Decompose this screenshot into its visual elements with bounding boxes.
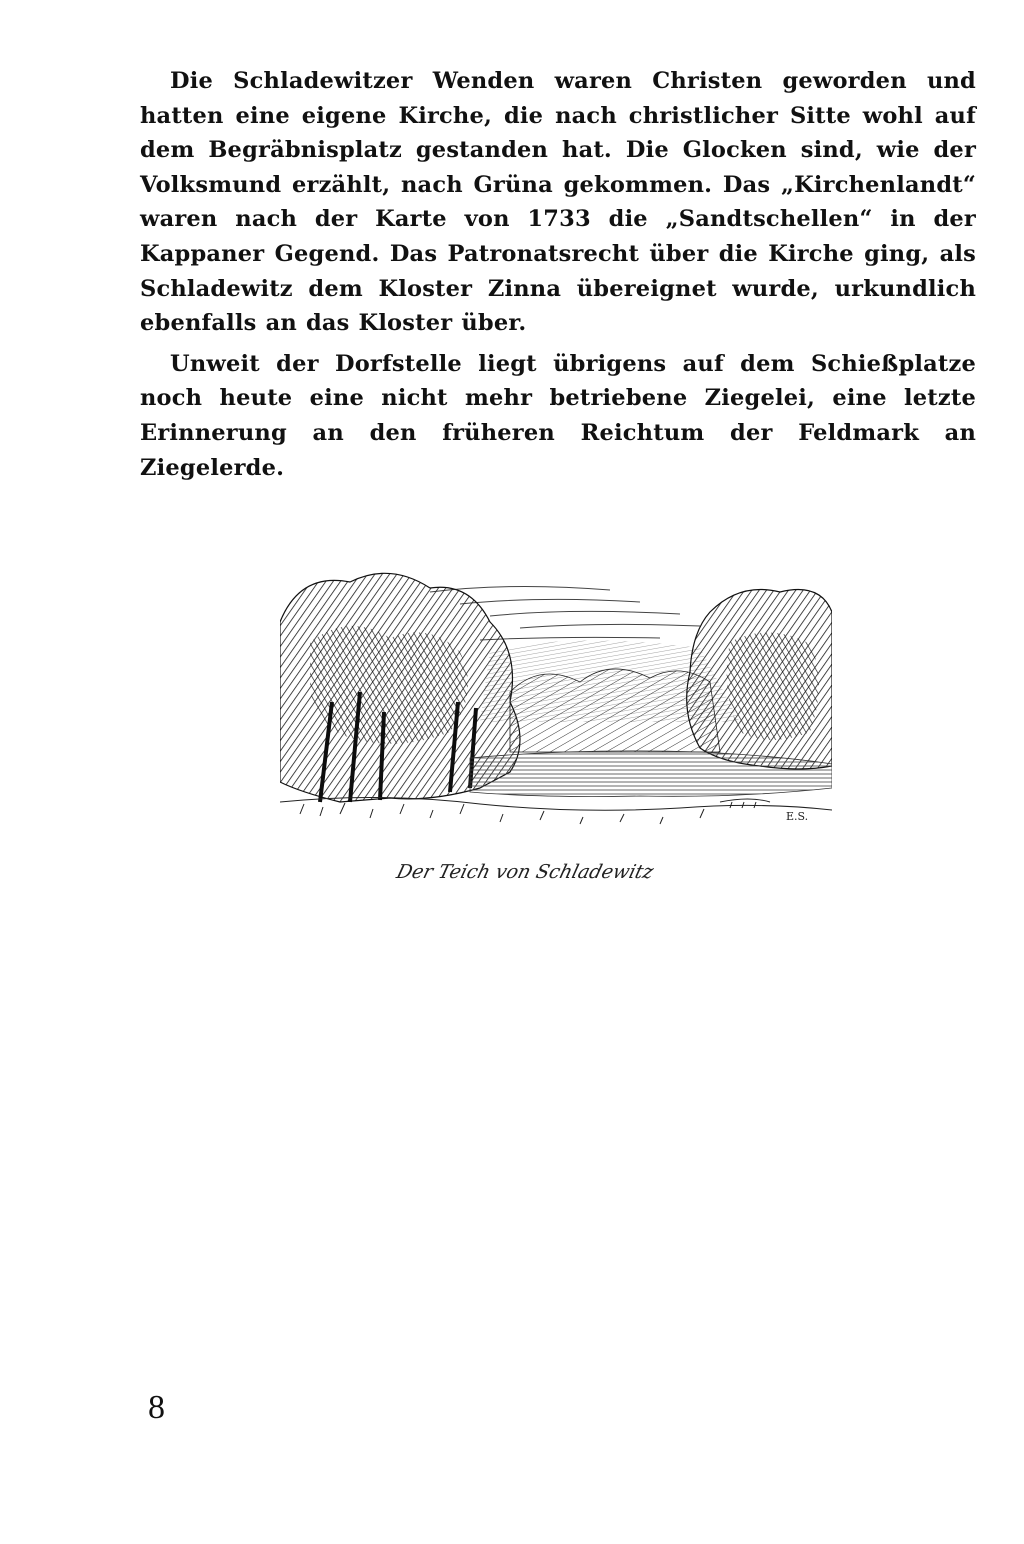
- illustration-caption: [394, 852, 714, 892]
- pond-water: [470, 751, 832, 797]
- paragraph-brickworks: Unweit der Dorfstelle liegt übrigens auf dem Schießplatze noch heute eine nicht mehr betriebene Ziegelei, eine letzte Erinnerung an den früheren Reichtum der Feldmark an Ziegelerde.: [140, 350, 976, 481]
- paragraph-church: Die Schladewitzer Wenden waren Christen geworden und hatten eine eigene Kirche, die nach christlicher Sitte wohl auf dem Begräbnisplatz gestanden hat. Die Glocken sind, wie der Volksmund erzählt, nach Grüna gekommen. Das „Kirchenlandt“ waren nach der Karte von 1733 die „Sandtschellen“ in der Kappaner Gegend. Das Patronatsrecht über die Kirche ging, als Schladewitz dem Kloster Zinna übereignet wurde, urkundlich ebenfalls an das Kloster über.: [140, 68, 976, 337]
- foreground-grass: [280, 797, 832, 824]
- artist-signature: E.S.: [786, 810, 809, 823]
- caption-text: Der Teich von Schladewitz: [394, 860, 656, 883]
- pond-drawing: [280, 552, 832, 844]
- body-text: [140, 64, 976, 485]
- pond-illustration: [280, 552, 832, 844]
- page-number: 8: [148, 1389, 165, 1426]
